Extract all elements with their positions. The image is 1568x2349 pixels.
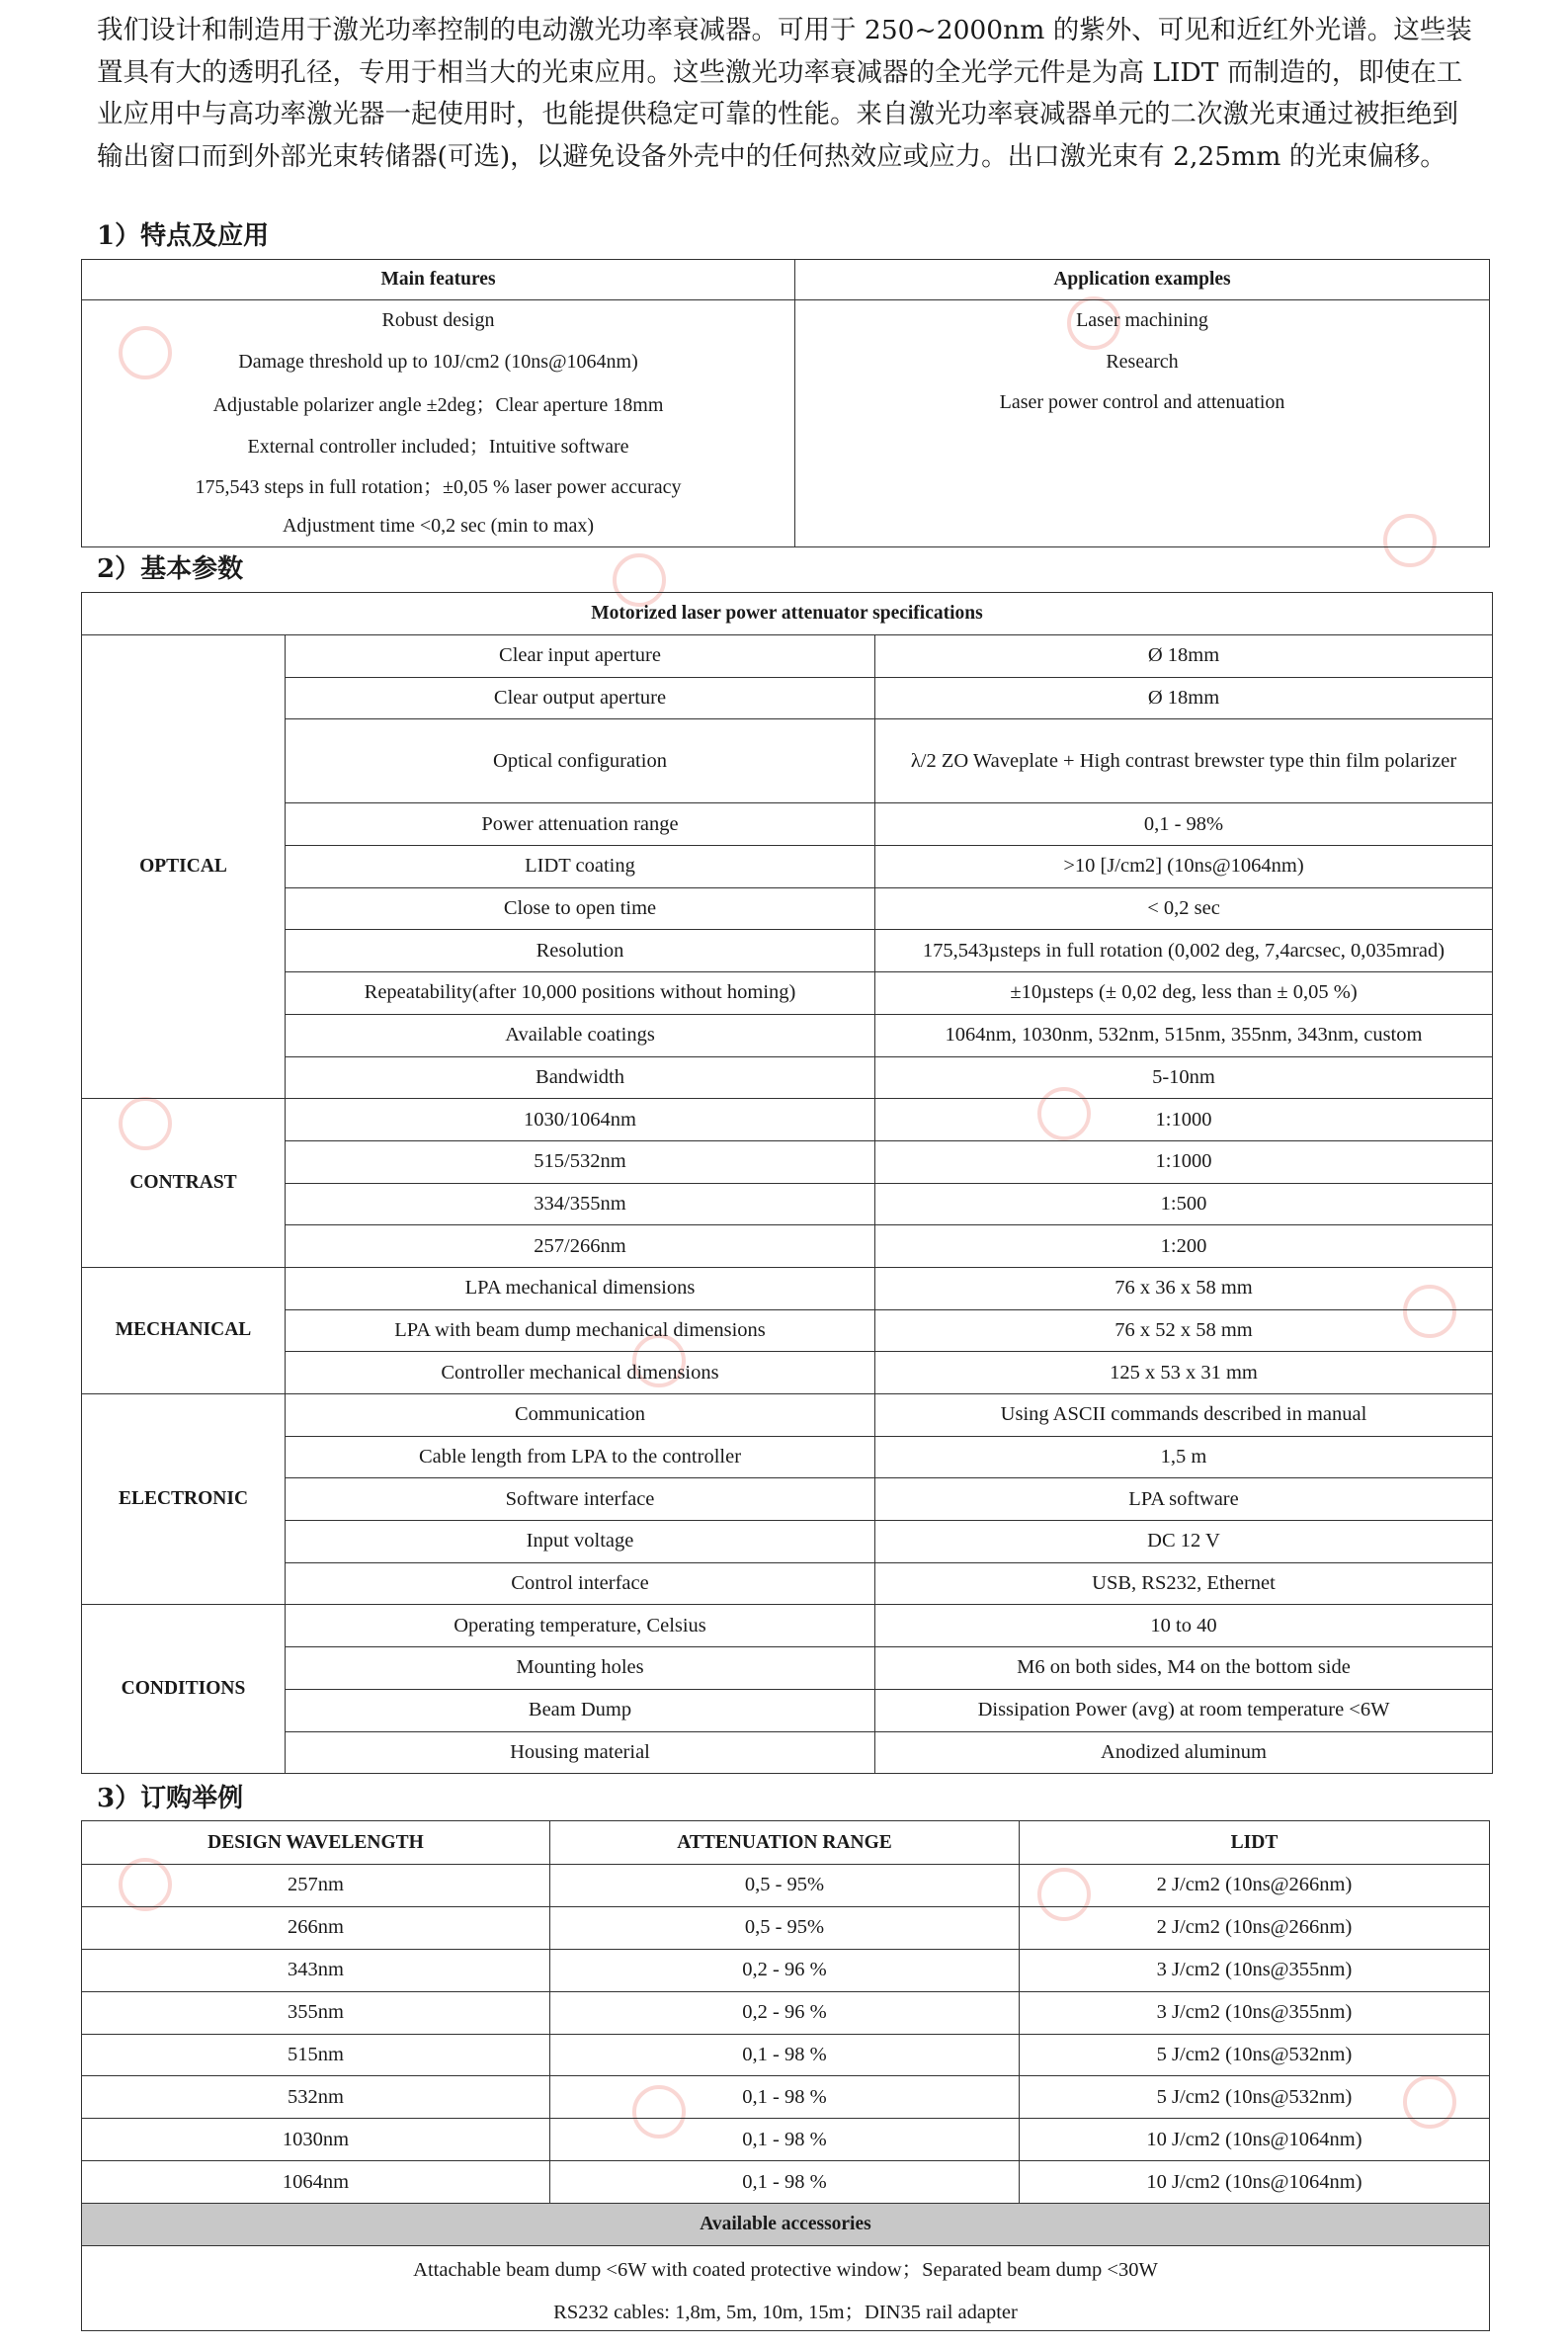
spec-param-cell: Controller mechanical dimensions bbox=[286, 1352, 875, 1394]
main-features-header: Main features bbox=[82, 260, 795, 300]
attenuation-range-cell: 0,1 - 98 % bbox=[550, 2034, 1020, 2076]
main-feature-cell: Adjustment time <0,2 sec (min to max) bbox=[82, 506, 795, 547]
accessories-heading-row bbox=[82, 2204, 1490, 2246]
table-row bbox=[82, 2034, 1490, 2076]
main-feature-cell: External controller included；Intuitive software bbox=[82, 424, 795, 465]
design-wavelength-cell: 1030nm bbox=[82, 2119, 550, 2161]
attenuation-range-cell: 0,2 - 96 % bbox=[550, 1991, 1020, 2034]
spec-category-optical: OPTICAL bbox=[82, 635, 286, 1099]
spec-param-cell: Repeatability(after 10,000 positions without homing) bbox=[286, 972, 875, 1015]
table-row bbox=[82, 506, 1490, 547]
accessories-heading: Available accessories bbox=[82, 2204, 1490, 2246]
main-feature-cell: Damage threshold up to 10J/cm2 (10ns@1064nm) bbox=[82, 342, 795, 383]
table-row bbox=[82, 1689, 1493, 1731]
spec-param-cell: Bandwidth bbox=[286, 1056, 875, 1099]
attenuation-range-cell: 0,1 - 98 % bbox=[550, 2119, 1020, 2161]
spec-param-cell: LPA mechanical dimensions bbox=[286, 1267, 875, 1309]
spec-param-cell: Clear output aperture bbox=[286, 677, 875, 719]
table-row bbox=[82, 1865, 1490, 1907]
spec-param-cell: Available coatings bbox=[286, 1014, 875, 1056]
table-row bbox=[82, 1267, 1493, 1309]
spec-param-cell: Optical configuration bbox=[286, 719, 875, 803]
spec-param-cell: LPA with beam dump mechanical dimensions bbox=[286, 1309, 875, 1352]
spec-value-cell: 1:1000 bbox=[875, 1140, 1493, 1183]
table-row bbox=[82, 930, 1493, 972]
spec-value-cell: 0,1 - 98% bbox=[875, 803, 1493, 846]
design-wavelength-cell: 1064nm bbox=[82, 2161, 550, 2204]
table-row bbox=[82, 2076, 1490, 2119]
accessory-item: Attachable beam dump <6W with coated protective window；Separated beam dump <30W bbox=[82, 2246, 1490, 2289]
spec-value-cell: 1064nm, 1030nm, 532nm, 515nm, 355nm, 343nm, custom bbox=[875, 1014, 1493, 1056]
design-wavelength-cell: 257nm bbox=[82, 1865, 550, 1907]
table-row bbox=[82, 846, 1493, 888]
table-row bbox=[82, 382, 1490, 424]
table-row bbox=[82, 635, 1493, 678]
spec-param-cell: Communication bbox=[286, 1394, 875, 1437]
table-row bbox=[82, 1562, 1493, 1605]
table-row bbox=[82, 1647, 1493, 1690]
spec-param-cell: Mounting holes bbox=[286, 1647, 875, 1690]
table-row bbox=[82, 2161, 1490, 2204]
application-cell bbox=[795, 464, 1490, 506]
spec-param-cell: 334/355nm bbox=[286, 1183, 875, 1225]
design-wavelength-header: DESIGN WAVELENGTH bbox=[82, 1821, 550, 1865]
spec-value-cell: DC 12 V bbox=[875, 1521, 1493, 1563]
features-heading: 1）特点及应用 bbox=[97, 221, 270, 251]
spec-value-cell: ±10µsteps (± 0,02 deg, less than ± 0,05 %) bbox=[875, 972, 1493, 1015]
spec-value-cell: 10 to 40 bbox=[875, 1605, 1493, 1647]
spec-value-cell: 76 x 52 x 58 mm bbox=[875, 1309, 1493, 1352]
accessory-row bbox=[82, 2246, 1490, 2289]
lidt-cell: 2 J/cm2 (10ns@266nm) bbox=[1020, 1906, 1490, 1949]
spec-value-cell: 5-10nm bbox=[875, 1056, 1493, 1099]
spec-param-cell: Power attenuation range bbox=[286, 803, 875, 846]
lidt-cell: 3 J/cm2 (10ns@355nm) bbox=[1020, 1991, 1490, 2034]
accessory-row bbox=[82, 2288, 1490, 2330]
spec-value-cell: M6 on both sides, M4 on the bottom side bbox=[875, 1647, 1493, 1690]
table-row bbox=[82, 1225, 1493, 1268]
table-row bbox=[82, 1014, 1493, 1056]
spec-param-cell: Resolution bbox=[286, 930, 875, 972]
spec-value-cell: Using ASCII commands described in manual bbox=[875, 1394, 1493, 1437]
spec-param-cell: Operating temperature, Celsius bbox=[286, 1605, 875, 1647]
spec-value-cell: LPA software bbox=[875, 1478, 1493, 1521]
table-row bbox=[82, 1140, 1493, 1183]
spec-value-cell: Anodized aluminum bbox=[875, 1731, 1493, 1774]
spec-value-cell: Ø 18mm bbox=[875, 635, 1493, 678]
design-wavelength-cell: 343nm bbox=[82, 1949, 550, 1991]
spec-param-cell: Software interface bbox=[286, 1478, 875, 1521]
spec-value-cell: 175,543µsteps in full rotation (0,002 deg, 7,4arcsec, 0,035mrad) bbox=[875, 930, 1493, 972]
spec-param-cell: Housing material bbox=[286, 1731, 875, 1774]
table-row bbox=[82, 677, 1493, 719]
spec-value-cell: λ/2 ZO Waveplate + High contrast brewster type thin film polarizer bbox=[875, 719, 1493, 803]
spec-param-cell: LIDT coating bbox=[286, 846, 875, 888]
main-feature-cell: Adjustable polarizer angle ±2deg；Clear aperture 18mm bbox=[82, 382, 795, 424]
lidt-cell: 10 J/cm2 (10ns@1064nm) bbox=[1020, 2119, 1490, 2161]
application-cell: Research bbox=[795, 342, 1490, 383]
table-row bbox=[82, 803, 1493, 846]
specs-table-title: Motorized laser power attenuator specifications bbox=[82, 593, 1493, 635]
spec-param-cell: 257/266nm bbox=[286, 1225, 875, 1268]
lidt-header: LIDT bbox=[1020, 1821, 1490, 1865]
lidt-cell: 5 J/cm2 (10ns@532nm) bbox=[1020, 2076, 1490, 2119]
table-row bbox=[82, 1731, 1493, 1774]
spec-value-cell: 125 x 53 x 31 mm bbox=[875, 1352, 1493, 1394]
features-table bbox=[81, 259, 1490, 547]
application-cell: Laser power control and attenuation bbox=[795, 382, 1490, 424]
spec-value-cell: 1:500 bbox=[875, 1183, 1493, 1225]
spec-value-cell: >10 [J/cm2] (10ns@1064nm) bbox=[875, 846, 1493, 888]
table-row bbox=[82, 1309, 1493, 1352]
table-row bbox=[82, 1099, 1493, 1141]
spec-param-cell: 1030/1064nm bbox=[286, 1099, 875, 1141]
design-wavelength-cell: 355nm bbox=[82, 1991, 550, 2034]
attenuation-range-cell: 0,1 - 98 % bbox=[550, 2161, 1020, 2204]
application-cell bbox=[795, 424, 1490, 465]
spec-param-cell: Clear input aperture bbox=[286, 635, 875, 678]
specs-table bbox=[81, 592, 1493, 1774]
table-row bbox=[82, 719, 1493, 803]
lidt-cell: 10 J/cm2 (10ns@1064nm) bbox=[1020, 2161, 1490, 2204]
spec-value-cell: 1:1000 bbox=[875, 1099, 1493, 1141]
application-cell bbox=[795, 506, 1490, 547]
table-row bbox=[82, 887, 1493, 930]
table-row bbox=[82, 1478, 1493, 1521]
application-cell: Laser machining bbox=[795, 300, 1490, 342]
order-table bbox=[81, 1820, 1490, 2331]
table-row bbox=[82, 1991, 1490, 2034]
table-row bbox=[82, 1352, 1493, 1394]
table-row bbox=[82, 424, 1490, 465]
table-row bbox=[82, 1949, 1490, 1991]
table-row bbox=[82, 972, 1493, 1015]
spec-value-cell: USB, RS232, Ethernet bbox=[875, 1562, 1493, 1605]
attenuation-range-cell: 0,5 - 95% bbox=[550, 1865, 1020, 1907]
table-row bbox=[82, 1521, 1493, 1563]
spec-param-cell: Close to open time bbox=[286, 887, 875, 930]
table-row bbox=[82, 1906, 1490, 1949]
spec-category-electronic: ELECTRONIC bbox=[82, 1394, 286, 1605]
table-row bbox=[82, 2119, 1490, 2161]
table-row bbox=[82, 1605, 1493, 1647]
table-row bbox=[82, 300, 1490, 342]
spec-value-cell: 1,5 m bbox=[875, 1436, 1493, 1478]
table-row bbox=[82, 1183, 1493, 1225]
main-feature-cell: 175,543 steps in full rotation；±0,05 % laser power accuracy bbox=[82, 464, 795, 506]
table-row bbox=[82, 464, 1490, 506]
spec-category-conditions: CONDITIONS bbox=[82, 1605, 286, 1774]
main-feature-cell: Robust design bbox=[82, 300, 795, 342]
attenuation-range-header: ATTENUATION RANGE bbox=[550, 1821, 1020, 1865]
table-row bbox=[82, 1436, 1493, 1478]
spec-param-cell: Beam Dump bbox=[286, 1689, 875, 1731]
attenuation-range-cell: 0,1 - 98 % bbox=[550, 2076, 1020, 2119]
design-wavelength-cell: 515nm bbox=[82, 2034, 550, 2076]
spec-value-cell: < 0,2 sec bbox=[875, 887, 1493, 930]
table-row bbox=[82, 1394, 1493, 1437]
application-examples-header: Application examples bbox=[795, 260, 1490, 300]
design-wavelength-cell: 532nm bbox=[82, 2076, 550, 2119]
spec-param-cell: Control interface bbox=[286, 1562, 875, 1605]
attenuation-range-cell: 0,2 - 96 % bbox=[550, 1949, 1020, 1991]
lidt-cell: 3 J/cm2 (10ns@355nm) bbox=[1020, 1949, 1490, 1991]
spec-value-cell: Ø 18mm bbox=[875, 677, 1493, 719]
order-heading: 3）订购举例 bbox=[97, 1784, 244, 1813]
lidt-cell: 5 J/cm2 (10ns@532nm) bbox=[1020, 2034, 1490, 2076]
table-row bbox=[82, 342, 1490, 383]
intro-paragraph: 我们设计和制造用于激光功率控制的电动激光功率衰减器。可用于 250~2000nm 的紫外、可见和近红外光谱。这些装置具有大的透明孔径，专用于相当大的光束应用。这些激光功率衰减器的全光学元件是为高 LIDT 而制造的，即使在工业应用中与高功率激光器一起使用时，也能提供稳定可靠的性能。来自激光功率衰减器单元的二次激光束通过被拒绝到输出窗口而到外部光束转储器(可选)，以避免设备外壳中的任何热效应或应力。出口激光束有 2,25mm 的光束偏移。 bbox=[97, 15, 1472, 172]
accessory-item: RS232 cables: 1,8m, 5m, 10m, 15m；DIN35 rail adapter bbox=[82, 2288, 1490, 2330]
spec-value-cell: Dissipation Power (avg) at room temperature <6W bbox=[875, 1689, 1493, 1731]
attenuation-range-cell: 0,5 - 95% bbox=[550, 1906, 1020, 1949]
spec-param-cell: 515/532nm bbox=[286, 1140, 875, 1183]
spec-param-cell: Input voltage bbox=[286, 1521, 875, 1563]
specs-heading: 2）基本参数 bbox=[97, 554, 244, 584]
lidt-cell: 2 J/cm2 (10ns@266nm) bbox=[1020, 1865, 1490, 1907]
spec-category-mechanical: MECHANICAL bbox=[82, 1267, 286, 1393]
spec-param-cell: Cable length from LPA to the controller bbox=[286, 1436, 875, 1478]
design-wavelength-cell: 266nm bbox=[82, 1906, 550, 1949]
table-row bbox=[82, 1056, 1493, 1099]
spec-value-cell: 1:200 bbox=[875, 1225, 1493, 1268]
spec-category-contrast: CONTRAST bbox=[82, 1099, 286, 1268]
spec-value-cell: 76 x 36 x 58 mm bbox=[875, 1267, 1493, 1309]
